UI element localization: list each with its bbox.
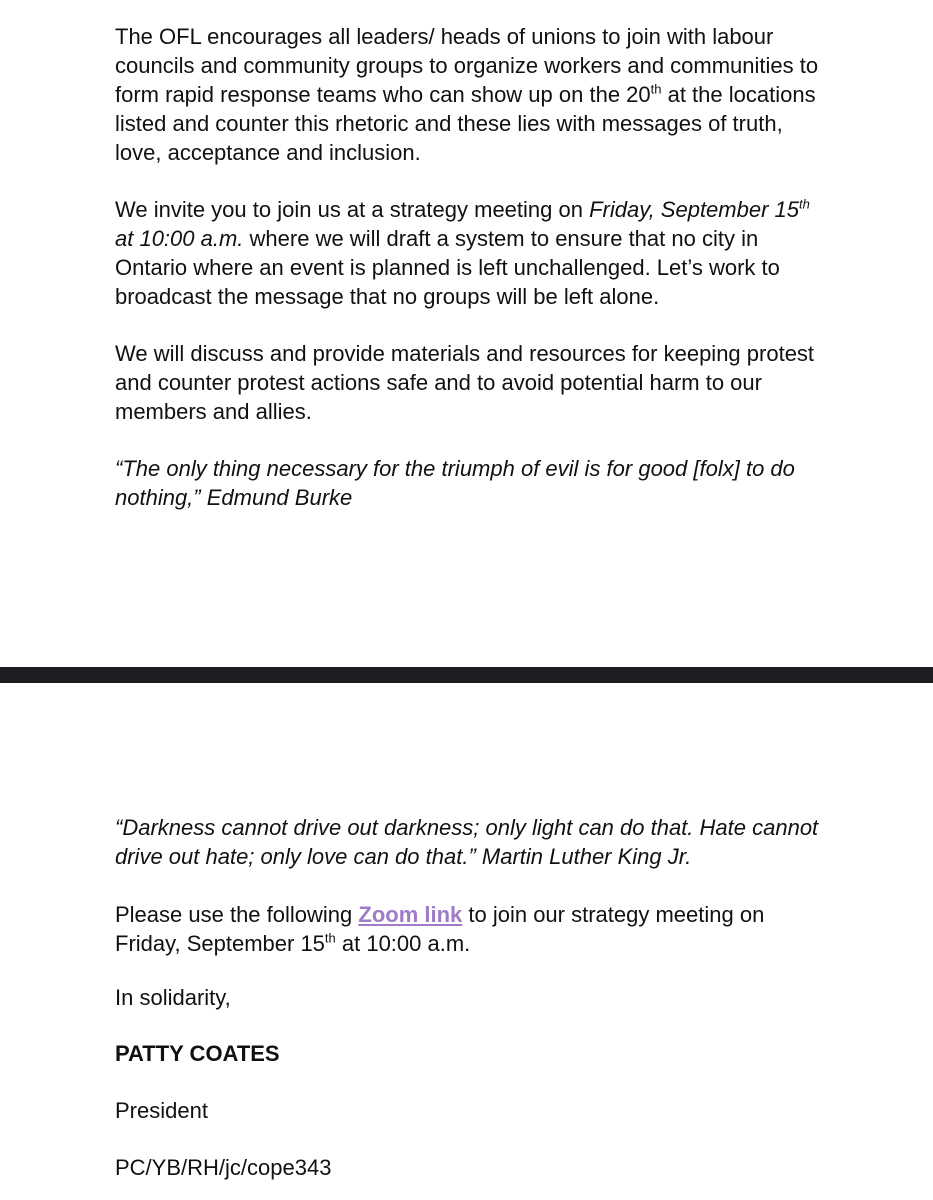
ordinal-suffix: th bbox=[650, 81, 662, 97]
signature-name: PATTY COATES bbox=[115, 1041, 280, 1066]
reference-code: PC/YB/RH/jc/cope343 bbox=[115, 1155, 332, 1180]
paragraph-text: to join our strategy meeting on Friday, September 15 bbox=[115, 902, 765, 956]
quote-edmund-burke: “The only thing necessary for the triumph of evil is for good [folx] to do nothing,” Edmund Burke bbox=[115, 456, 795, 510]
paragraph-text: at the locations listed and counter this rhetoric and these lies with messages of truth, love, acceptance and inclusion. bbox=[115, 82, 816, 165]
closing-salutation: In solidarity, bbox=[115, 985, 231, 1010]
paragraph-zoom bbox=[115, 900, 825, 958]
paragraph-text: The OFL encourages all leaders/ heads of unions to join with labour councils and community groups to organize workers and communities to form rapid response teams who can show up on the 20 bbox=[115, 24, 819, 107]
meeting-date-text: Friday, September 15 bbox=[589, 197, 799, 222]
meeting-time-text: at 10:00 a.m. bbox=[115, 226, 244, 251]
quote-martin-luther-king: “Darkness cannot drive out darkness; only light can do that. Hate cannot drive out hate; only love can do that.” Martin Luther King Jr. bbox=[115, 815, 819, 869]
paragraph-text: We invite you to join us at a strategy meeting on bbox=[115, 197, 590, 222]
paragraph-rapid-response bbox=[115, 22, 825, 167]
paragraph-text: Please use the following bbox=[115, 902, 359, 927]
paragraph-text: at 10:00 a.m. bbox=[335, 931, 471, 956]
paragraph-strategy-meeting bbox=[115, 195, 825, 311]
ordinal-suffix: th bbox=[799, 196, 810, 212]
paragraph-text: where we will draft a system to ensure that no city in Ontario where an event is planned is left unchallenged. Let’s work to broadcast the message that no groups will be left alone. bbox=[115, 226, 780, 309]
signature-title: President bbox=[115, 1098, 208, 1123]
page-divider bbox=[0, 667, 933, 683]
zoom-link[interactable]: Zoom link bbox=[358, 902, 463, 927]
ordinal-suffix: th bbox=[324, 930, 336, 946]
paragraph-materials: We will discuss and provide materials and resources for keeping protest and counter protest actions safe and to avoid potential harm to our members and allies. bbox=[115, 341, 815, 424]
